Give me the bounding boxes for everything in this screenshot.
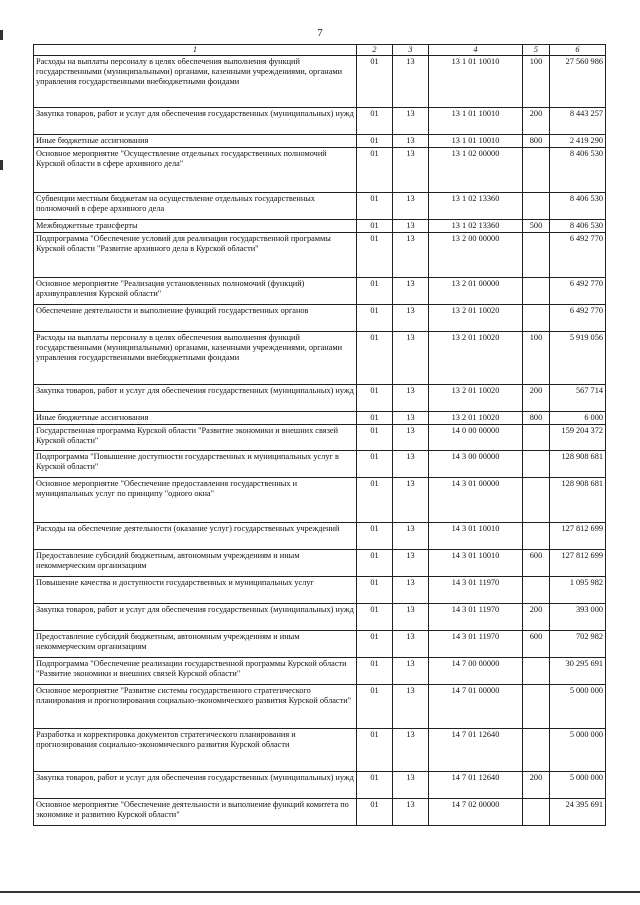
section-code: 01 <box>357 107 393 134</box>
target-article-code: 14 7 00 00000 <box>429 657 523 684</box>
table-row <box>34 331 606 384</box>
expense-type-code <box>523 277 550 304</box>
table-row <box>34 424 606 450</box>
amount: 8 406 530 <box>550 192 606 219</box>
section-code: 01 <box>357 657 393 684</box>
expense-type-code <box>523 684 550 728</box>
subsection-code: 13 <box>393 232 429 277</box>
page-bottom-rule <box>0 891 640 893</box>
table-row <box>34 384 606 411</box>
target-article-code: 14 3 01 11970 <box>429 576 523 603</box>
table-row <box>34 798 606 825</box>
expense-type-code <box>523 522 550 549</box>
amount: 8 406 530 <box>550 219 606 232</box>
item-name: Государственная программа Курской области "Развитие экономики и внешних связей Курской области" <box>34 424 357 450</box>
amount: 702 982 <box>550 630 606 657</box>
amount: 8 443 257 <box>550 107 606 134</box>
page-number: 7 <box>317 27 323 39</box>
section-code: 01 <box>357 331 393 384</box>
item-name: Иные бюджетные ассигнования <box>34 134 357 147</box>
section-code: 01 <box>357 55 393 107</box>
amount: 6 492 770 <box>550 232 606 277</box>
subsection-code: 13 <box>393 411 429 424</box>
section-code: 01 <box>357 522 393 549</box>
section-code: 01 <box>357 728 393 771</box>
section-code: 01 <box>357 424 393 450</box>
expense-type-code <box>523 576 550 603</box>
amount: 5 919 056 <box>550 331 606 384</box>
subsection-code: 13 <box>393 728 429 771</box>
subsection-code: 13 <box>393 522 429 549</box>
expense-type-code <box>523 147 550 192</box>
section-code: 01 <box>357 304 393 331</box>
section-code: 01 <box>357 477 393 522</box>
subsection-code: 13 <box>393 477 429 522</box>
target-article-code: 14 7 02 00000 <box>429 798 523 825</box>
table-row <box>34 522 606 549</box>
amount: 127 812 699 <box>550 549 606 576</box>
subsection-code: 13 <box>393 576 429 603</box>
amount: 30 295 691 <box>550 657 606 684</box>
expense-type-code: 100 <box>523 55 550 107</box>
subsection-code: 13 <box>393 798 429 825</box>
subsection-code: 13 <box>393 277 429 304</box>
column-number: 3 <box>393 45 429 56</box>
section-code: 01 <box>357 684 393 728</box>
item-name: Обеспечение деятельности и выполнение функций государственных органов <box>34 304 357 331</box>
item-name: Разработка и корректировка документов стратегического планирования и прогнозирования социально-экономического развития Курской области <box>34 728 357 771</box>
item-name: Предоставление субсидий бюджетным, автономным учреждениям и иным некоммерческим организациям <box>34 630 357 657</box>
column-number: 4 <box>429 45 523 56</box>
target-article-code: 14 3 01 10010 <box>429 522 523 549</box>
table-row <box>34 771 606 798</box>
subsection-code: 13 <box>393 684 429 728</box>
amount: 393 000 <box>550 603 606 630</box>
target-article-code: 14 7 01 00000 <box>429 684 523 728</box>
subsection-code: 13 <box>393 331 429 384</box>
table-row <box>34 576 606 603</box>
expense-type-code: 200 <box>523 603 550 630</box>
item-name: Основное мероприятие "Развитие системы государственного стратегического планирования и прогнозирования социально-экономического развития Курской области" <box>34 684 357 728</box>
item-name: Закупка товаров, работ и услуг для обеспечения государственных (муниципальных) нужд <box>34 603 357 630</box>
section-code: 01 <box>357 576 393 603</box>
expense-type-code <box>523 424 550 450</box>
section-code: 01 <box>357 192 393 219</box>
amount: 5 000 000 <box>550 684 606 728</box>
expense-type-code <box>523 192 550 219</box>
section-code: 01 <box>357 219 393 232</box>
section-code: 01 <box>357 450 393 477</box>
item-name: Повышение качества и доступности государственных и муниципальных услуг <box>34 576 357 603</box>
table-row <box>34 630 606 657</box>
amount: 6 492 770 <box>550 304 606 331</box>
section-code: 01 <box>357 134 393 147</box>
target-article-code: 13 2 01 10020 <box>429 331 523 384</box>
target-article-code: 13 2 01 00000 <box>429 277 523 304</box>
table-row <box>34 657 606 684</box>
subsection-code: 13 <box>393 55 429 107</box>
amount: 1 095 982 <box>550 576 606 603</box>
table-row <box>34 232 606 277</box>
target-article-code: 13 2 01 10020 <box>429 304 523 331</box>
target-article-code: 14 3 01 00000 <box>429 477 523 522</box>
expense-type-code <box>523 728 550 771</box>
section-code: 01 <box>357 232 393 277</box>
amount: 24 395 691 <box>550 798 606 825</box>
expense-type-code: 200 <box>523 384 550 411</box>
target-article-code: 13 2 01 10020 <box>429 384 523 411</box>
expense-type-code: 200 <box>523 771 550 798</box>
table-row <box>34 728 606 771</box>
table-row <box>34 55 606 107</box>
item-name: Иные бюджетные ассигнования <box>34 411 357 424</box>
item-name: Основное мероприятие "Реализация установленных полномочий (функций) архивуправления Курской области" <box>34 277 357 304</box>
amount: 567 714 <box>550 384 606 411</box>
target-article-code: 13 1 01 10010 <box>429 134 523 147</box>
subsection-code: 13 <box>393 304 429 331</box>
target-article-code: 14 3 01 10010 <box>429 549 523 576</box>
subsection-code: 13 <box>393 657 429 684</box>
item-name: Закупка товаров, работ и услуг для обеспечения государственных (муниципальных) нужд <box>34 771 357 798</box>
target-article-code: 14 7 01 12640 <box>429 728 523 771</box>
subsection-code: 13 <box>393 603 429 630</box>
item-name: Основное мероприятие "Обеспечение предоставления государственных и муниципальных услуг по принципу "одного окна" <box>34 477 357 522</box>
expense-type-code <box>523 798 550 825</box>
expense-type-code <box>523 304 550 331</box>
target-article-code: 14 3 00 00000 <box>429 450 523 477</box>
amount: 6 492 770 <box>550 277 606 304</box>
target-article-code: 14 0 00 00000 <box>429 424 523 450</box>
section-code: 01 <box>357 798 393 825</box>
budget-table <box>33 44 606 826</box>
subsection-code: 13 <box>393 134 429 147</box>
subsection-code: 13 <box>393 450 429 477</box>
target-article-code: 13 1 02 00000 <box>429 147 523 192</box>
section-code: 01 <box>357 411 393 424</box>
subsection-code: 13 <box>393 630 429 657</box>
expense-type-code <box>523 657 550 684</box>
section-code: 01 <box>357 630 393 657</box>
section-code: 01 <box>357 603 393 630</box>
amount: 27 560 986 <box>550 55 606 107</box>
item-name: Основное мероприятие "Обеспечение деятельности и выполнение функций комитета по экономике и развитию Курской области" <box>34 798 357 825</box>
table-row <box>34 549 606 576</box>
expense-type-code: 500 <box>523 219 550 232</box>
expense-type-code: 100 <box>523 331 550 384</box>
expense-type-code: 600 <box>523 549 550 576</box>
table-row <box>34 192 606 219</box>
table-row <box>34 450 606 477</box>
table-row <box>34 304 606 331</box>
column-number-row <box>34 45 606 56</box>
expense-type-code: 200 <box>523 107 550 134</box>
margin-tick <box>0 30 3 40</box>
subsection-code: 13 <box>393 771 429 798</box>
amount: 127 812 699 <box>550 522 606 549</box>
subsection-code: 13 <box>393 219 429 232</box>
section-code: 01 <box>357 277 393 304</box>
target-article-code: 13 1 01 10010 <box>429 107 523 134</box>
section-code: 01 <box>357 549 393 576</box>
expense-type-code <box>523 232 550 277</box>
table-row <box>34 603 606 630</box>
target-article-code: 14 3 01 11970 <box>429 630 523 657</box>
table-row <box>34 134 606 147</box>
subsection-code: 13 <box>393 192 429 219</box>
item-name: Расходы на выплаты персоналу в целях обеспечения выполнения функций государственными (муниципальными) органами, казенными учреждениями, органами управления государственными внебюджетными фондами <box>34 55 357 107</box>
target-article-code: 13 1 02 13360 <box>429 192 523 219</box>
item-name: Подпрограмма "Обеспечение реализации государственной программы Курской области "Развитие экономики и внешних связей Курской области" <box>34 657 357 684</box>
item-name: Подпрограмма "Повышение доступности государственных и муниципальных услуг в Курской области" <box>34 450 357 477</box>
item-name: Основное мероприятие "Осуществление отдельных государственных полномочий Курской области в сфере архивного дела" <box>34 147 357 192</box>
item-name: Межбюджетные трансферты <box>34 219 357 232</box>
amount: 8 406 530 <box>550 147 606 192</box>
margin-tick <box>0 160 3 170</box>
expense-type-code <box>523 477 550 522</box>
amount: 128 908 681 <box>550 477 606 522</box>
subsection-code: 13 <box>393 424 429 450</box>
item-name: Подпрограмма "Обеспечение условий для реализации государственной программы Курской области "Развитие архивного дела в Курской области" <box>34 232 357 277</box>
expense-type-code: 800 <box>523 411 550 424</box>
expense-type-code: 600 <box>523 630 550 657</box>
target-article-code: 13 2 01 10020 <box>429 411 523 424</box>
table-row <box>34 107 606 134</box>
section-code: 01 <box>357 771 393 798</box>
section-code: 01 <box>357 147 393 192</box>
item-name: Субвенции местным бюджетам на осуществление отдельных государственных полномочий в сфере архивного дела <box>34 192 357 219</box>
subsection-code: 13 <box>393 107 429 134</box>
table-row <box>34 477 606 522</box>
item-name: Расходы на выплаты персоналу в целях обеспечения выполнения функций государственными (муниципальными) органами, казенными учреждениями, органами управления государственными внебюджетными фондами <box>34 331 357 384</box>
expense-type-code: 800 <box>523 134 550 147</box>
table-row <box>34 277 606 304</box>
subsection-code: 13 <box>393 384 429 411</box>
amount: 5 000 000 <box>550 728 606 771</box>
subsection-code: 13 <box>393 147 429 192</box>
amount: 6 000 <box>550 411 606 424</box>
column-number: 2 <box>357 45 393 56</box>
table-row <box>34 147 606 192</box>
table-row <box>34 684 606 728</box>
column-number: 1 <box>34 45 357 56</box>
item-name: Закупка товаров, работ и услуг для обеспечения государственных (муниципальных) нужд <box>34 107 357 134</box>
amount: 2 419 290 <box>550 134 606 147</box>
target-article-code: 13 1 01 10010 <box>429 55 523 107</box>
item-name: Предоставление субсидий бюджетным, автономным учреждениям и иным некоммерческим организациям <box>34 549 357 576</box>
column-number: 5 <box>523 45 550 56</box>
subsection-code: 13 <box>393 549 429 576</box>
item-name: Закупка товаров, работ и услуг для обеспечения государственных (муниципальных) нужд <box>34 384 357 411</box>
target-article-code: 14 7 01 12640 <box>429 771 523 798</box>
target-article-code: 14 3 01 11970 <box>429 603 523 630</box>
column-number: 6 <box>550 45 606 56</box>
table-row <box>34 411 606 424</box>
amount: 5 000 000 <box>550 771 606 798</box>
section-code: 01 <box>357 384 393 411</box>
item-name: Расходы на обеспечение деятельности (оказание услуг) государственных учреждений <box>34 522 357 549</box>
table-row <box>34 219 606 232</box>
expense-type-code <box>523 450 550 477</box>
target-article-code: 13 1 02 13360 <box>429 219 523 232</box>
amount: 159 204 372 <box>550 424 606 450</box>
target-article-code: 13 2 00 00000 <box>429 232 523 277</box>
amount: 128 908 681 <box>550 450 606 477</box>
